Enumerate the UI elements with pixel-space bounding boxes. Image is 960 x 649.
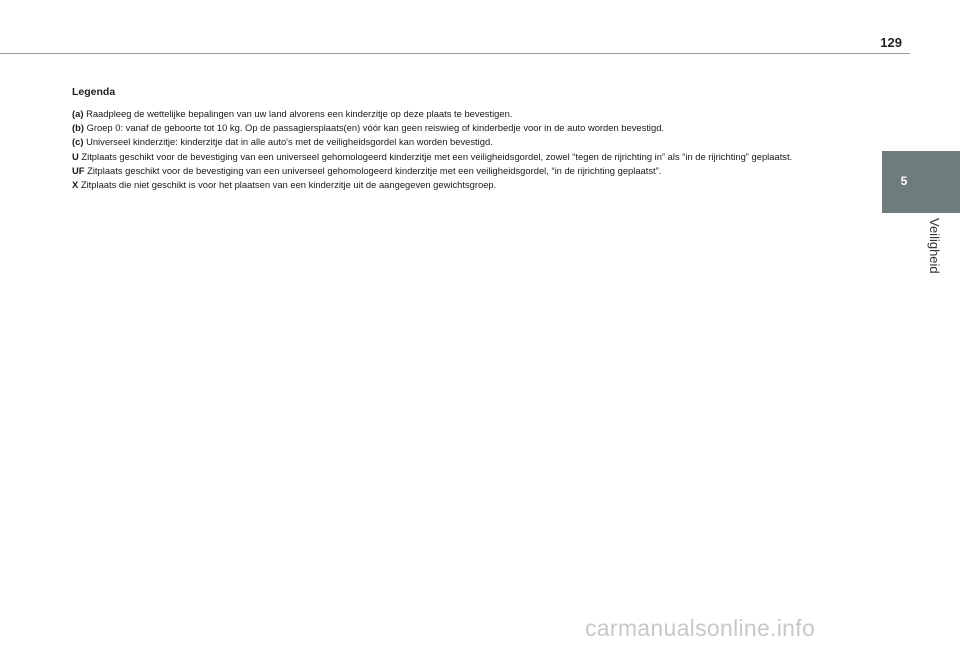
legend-text: Zitplaats geschikt voor de bevestiging van een universeel gehomologeerd kinderzitje met een veiligheidsgordel, “in de rijrichting geplaatst”. xyxy=(87,164,662,176)
legend-text: Raadpleeg de wettelijke bepalingen van uw land alvorens een kinderzitje op deze plaats te bevestigen. xyxy=(86,108,513,119)
legend-item-uf xyxy=(72,164,842,178)
legend-item-c xyxy=(72,135,842,149)
legend-key: (c) xyxy=(72,136,84,148)
chapter-title: Veiligheid xyxy=(927,218,942,274)
watermark: carmanualsonline.info xyxy=(585,615,816,641)
legend-text: Zitplaats geschikt voor de bevestiging van een universeel gehomologeerd kinderzitje met een veiligheidsgordel, zowel “tegen de rijrichting in” als “in de rijrichting” geplaatst. xyxy=(81,150,793,162)
legend-text: Universeel kinderzitje: kinderzitje dat in alle auto's met de veiligheidsgordel kan worden bevestigd. xyxy=(86,136,493,148)
legend-key: U xyxy=(72,150,79,162)
legend-text: Groep 0: vanaf de geboorte tot 10 kg. Op de passagiersplaats(en) vóór kan geen reiswieg of kinderbedje voor in de auto worden bevestigd. xyxy=(86,122,665,134)
legend-item-b xyxy=(72,121,842,135)
page-number: 129 xyxy=(880,35,902,50)
legend-heading: Legenda xyxy=(72,86,116,98)
legend-item-x xyxy=(72,178,842,192)
legend-section xyxy=(72,86,842,192)
legend-key: (b) xyxy=(72,122,84,134)
legend-key: (a) xyxy=(72,108,84,119)
legend-key: X xyxy=(72,179,79,191)
legend-item-a xyxy=(72,107,842,121)
header-divider xyxy=(0,53,910,54)
legend-key: UF xyxy=(72,164,85,176)
legend-item-u xyxy=(72,150,842,164)
chapter-number: 5 xyxy=(900,174,908,188)
legend-text: Zitplaats die niet geschikt is voor het plaatsen van een kinderzitje uit de aangegeven gewichtsgroep. xyxy=(80,179,497,191)
legend-list xyxy=(72,107,842,192)
